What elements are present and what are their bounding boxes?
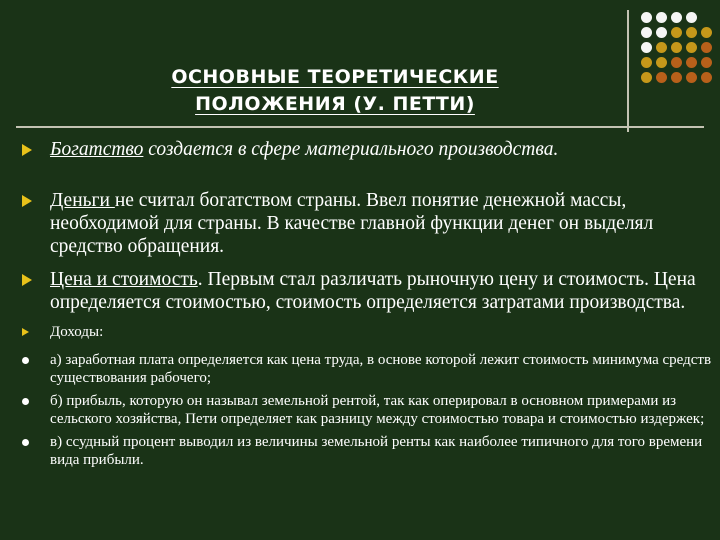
slide-content	[22, 138, 712, 469]
arrow-bullet-icon	[22, 274, 32, 286]
decorative-dot	[671, 42, 682, 53]
decorative-dot	[641, 72, 652, 83]
vertical-divider	[627, 10, 629, 132]
decorative-dot	[656, 57, 667, 68]
term-money: Деньги	[50, 190, 115, 211]
text-income: Доходы:	[50, 324, 104, 340]
decorative-dot	[686, 27, 697, 38]
decorative-dot	[701, 27, 712, 38]
slide-title-line-2: ПОЛОЖЕНИЯ (У. ПЕТТИ)	[195, 93, 475, 115]
list-item-income	[22, 323, 712, 341]
text-price-value: . Первым стал различать рыночную цену и стоимость. Цена определяется стоимостью, стоимость определяется затратами производства.	[50, 269, 696, 313]
decorative-dot	[671, 12, 682, 23]
round-bullet-icon	[22, 357, 29, 364]
decorative-dot	[641, 12, 652, 23]
term-price-value: Цена и стоимость	[50, 269, 198, 290]
decorative-dot	[656, 72, 667, 83]
round-bullet-icon	[22, 398, 29, 405]
decorative-dot	[641, 57, 652, 68]
decorative-dot	[686, 72, 697, 83]
decorative-dot	[671, 27, 682, 38]
list-item-profit	[22, 392, 712, 428]
list-item-interest	[22, 433, 712, 469]
term-wealth: Богатство	[50, 139, 144, 160]
decorative-dot	[671, 72, 682, 83]
list-item-wages	[22, 351, 712, 387]
list-item-money	[22, 189, 712, 258]
decorative-dot	[641, 42, 652, 53]
arrow-bullet-icon	[22, 328, 29, 336]
decorative-dot	[686, 12, 697, 23]
arrow-bullet-icon	[22, 144, 32, 156]
arrow-bullet-icon	[22, 195, 32, 207]
decorative-dot	[656, 42, 667, 53]
decorative-dot	[701, 42, 712, 53]
round-bullet-icon	[22, 439, 29, 446]
slide-title-line-1: ОСНОВНЫЕ ТЕОРЕТИЧЕСКИЕ	[171, 66, 499, 88]
text-wealth: создается в сфере материального производства.	[143, 139, 559, 160]
decorative-dot	[701, 57, 712, 68]
decorative-dot	[671, 57, 682, 68]
list-item-wealth	[22, 138, 712, 161]
decorative-dot	[686, 57, 697, 68]
slide-title	[110, 64, 560, 118]
text-money: не считал богатством страны. Ввел понятие денежной массы, необходимой для страны. В качестве главной функции денег он выделял средство обращения.	[50, 190, 654, 257]
list-item-price-value	[22, 268, 712, 314]
text-interest: в) ссудный процент выводил из величины земельной ренты как наиболее типичного для того времени вида прибыли.	[50, 434, 703, 468]
text-wages: а) заработная плата определяется как цена труда, в основе которой лежит стоимость минимума средств существования рабочего;	[50, 352, 712, 386]
decorative-dot	[701, 72, 712, 83]
text-profit: б) прибыль, которую он называл земельной рентой, так как оперировал в основном примерами из сельского хозяйства, Пети определяет как разницу между стоимостью товара и стоимостью издержек;	[50, 393, 705, 427]
horizontal-divider	[16, 126, 704, 128]
decorative-dot	[656, 27, 667, 38]
decorative-dot	[656, 12, 667, 23]
decorative-dot	[686, 42, 697, 53]
decorative-dot	[641, 27, 652, 38]
